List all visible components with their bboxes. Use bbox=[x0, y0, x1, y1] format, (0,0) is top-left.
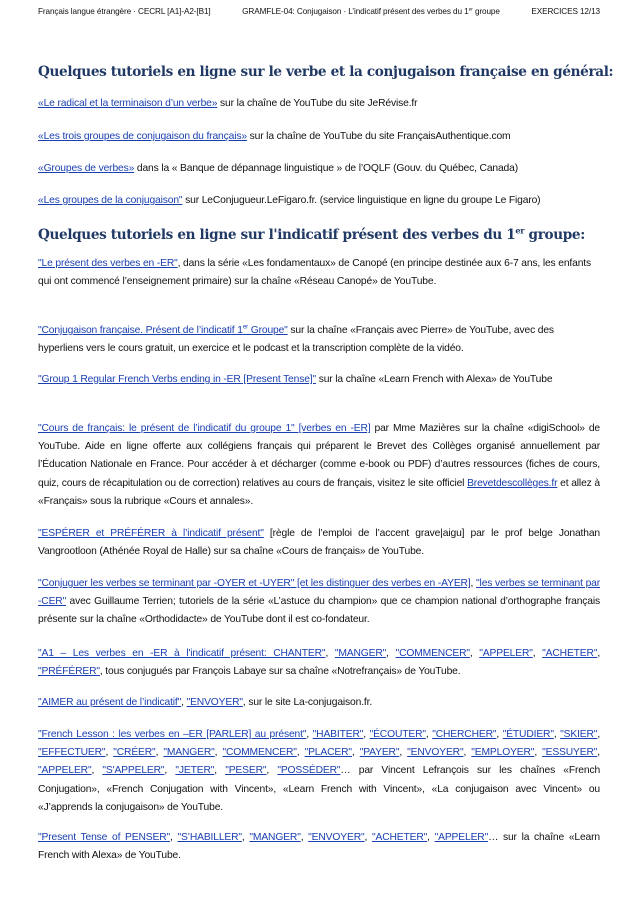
link-commencer[interactable]: "COMMENCER" bbox=[395, 648, 470, 659]
s2-paragraph-6: "Conjuguer les verbes se terminant par -OYER et -UYER" [et les distinguer des verbes en -AYER], "les verbes se terminant par -CER" avec Guillaume Terrien; tutoriels de la série «L’astuce du champion» que ce champion national d’orthographe français présente sur la chaîne «Orthodidacte» de YouTube dont il est co-fondateur. bbox=[38, 578, 600, 626]
link-french-lesson-parler[interactable]: "French Lesson : les verbes en –ER [PARLER] au présent" bbox=[38, 729, 307, 740]
link-placer[interactable]: "PLACER" bbox=[304, 747, 352, 759]
link-aimer-present[interactable]: "AIMER au présent de l’indicatif" bbox=[38, 697, 182, 708]
link-present-verbes-er[interactable]: "Le présent des verbes en -ER" bbox=[38, 258, 178, 269]
s2-paragraph-10: "Present Tense of PENSER", "S’HABILLER", "MANGER", "ENVOYER", "ACHETER", "APPELER"… sur la chaîne «Learn French with Alexa» de YouTube. bbox=[38, 832, 600, 862]
link-ecouter[interactable]: "ÉCOUTER" bbox=[369, 729, 426, 740]
link-manger[interactable]: "MANGER" bbox=[334, 648, 387, 659]
link-acheter[interactable]: "ACHETER" bbox=[542, 648, 598, 659]
link-jeter[interactable]: "JETER" bbox=[175, 765, 215, 777]
s2-paragraph-2: "Conjugaison française. Présent de l’indicatif 1er Groupe" sur la chaîne «Français avec Pierre» de YouTube, avec des hyperliens vers le cours gratuit, un exercice et le podcast et la transcription complète de la vidéo. bbox=[38, 323, 554, 355]
link-habiter[interactable]: "HABITER" bbox=[312, 729, 364, 740]
section2-title: Quelques tutoriels en ligne sur l'indicatif présent des verbes du 1er groupe: bbox=[38, 225, 585, 243]
link-chercher[interactable]: "CHERCHER" bbox=[432, 729, 497, 740]
link-acheter-2[interactable]: "ACHETER" bbox=[371, 832, 428, 843]
link-group1-regular[interactable]: "Group 1 Regular French Verbs ending in -ER [Present Tense]" bbox=[38, 374, 317, 385]
link-esperer-preferer[interactable]: "ESPÉRER et PRÉFÉRER à l’indicatif présent" bbox=[38, 528, 264, 539]
s1-item-3: «Groupes de verbes» dans la « Banque de dépannage linguistique » de l’OQLF (Gouv. du Québec, Canada) bbox=[38, 163, 518, 174]
link-s-appeler[interactable]: "S'APPELER" bbox=[102, 765, 165, 777]
link-envoyer[interactable]: "ENVOYER" bbox=[186, 697, 243, 708]
header-topic: GRAMFLE-04: Conjugaison · L’indicatif présent des verbes du 1er groupe bbox=[242, 7, 500, 16]
link-creer[interactable]: "CRÉER" bbox=[113, 747, 156, 759]
page-header bbox=[38, 7, 600, 16]
link-payer[interactable]: "PAYER" bbox=[359, 747, 400, 759]
link-radical-terminaison[interactable]: «Le radical et la terminaison d’un verbe» bbox=[38, 98, 218, 109]
link-effectuer[interactable]: "EFFECTUER" bbox=[38, 747, 106, 759]
link-skier[interactable]: "SKIER" bbox=[560, 729, 598, 740]
header-page-number: EXERCICES 12/13 bbox=[531, 7, 600, 16]
s1-item-1: «Le radical et la terminaison d’un verbe» sur la chaîne de YouTube du site JeRévise.fr bbox=[38, 98, 418, 109]
link-employer[interactable]: "EMPLOYER" bbox=[471, 747, 535, 759]
link-etudier[interactable]: "ÉTUDIER" bbox=[502, 729, 554, 740]
link-manger-3[interactable]: "MANGER" bbox=[249, 832, 301, 843]
link-posseder[interactable]: "POSSÉDER" bbox=[277, 765, 341, 777]
link-a1-chanter[interactable]: "A1 – Les verbes en -ER à l'indicatif présent: CHANTER" bbox=[38, 648, 326, 659]
link-groupes-de-verbes[interactable]: «Groupes de verbes» bbox=[38, 163, 135, 174]
s2-paragraph-7: "A1 – Les verbes en -ER à l'indicatif présent: CHANTER", "MANGER", "COMMENCER", "APPELER", "ACHETER", "PRÉFÉRER", tous conjugués par François Labaye sur sa chaîne «Notrefrançais» de YouTube. bbox=[38, 648, 601, 678]
link-envoyer-2[interactable]: "ENVOYER" bbox=[407, 747, 464, 759]
link-envoyer-3[interactable]: "ENVOYER" bbox=[308, 832, 365, 843]
s2-paragraph-1: "Le présent des verbes en -ER", dans la série «Les fondamentaux» de Canopé (en principe destinée aux 6-7 ans, les enfants qui ont commencé l’enseignement primaire) sur la chaîne «Réseau Canopé» de YouTube. bbox=[38, 258, 591, 288]
link-verbes-cer[interactable]: "les verbes se terminant par -CER" bbox=[38, 578, 600, 608]
link-conjugaison-francaise[interactable]: "Conjugaison française. Présent de l’indicatif 1er Groupe" bbox=[38, 323, 288, 336]
link-appeler[interactable]: "APPELER" bbox=[479, 648, 533, 659]
s2-paragraph-8: "AIMER au présent de l’indicatif", "ENVOYER", sur le site La-conjugaison.fr. bbox=[38, 697, 373, 708]
link-commencer-2[interactable]: "COMMENCER" bbox=[222, 747, 297, 759]
link-groupes-conjugaison[interactable]: «Les groupes de la conjugaison" bbox=[38, 195, 183, 206]
header-course: Français langue étrangère · CECRL [A1]-A2-[B1] bbox=[38, 7, 211, 16]
link-appeler-3[interactable]: "APPELER" bbox=[434, 832, 489, 843]
s1-item-2: «Les trois groupes de conjugaison du français» sur la chaîne de YouTube du site FrançaisAuthentique.com bbox=[38, 131, 511, 142]
link-trois-groupes[interactable]: «Les trois groupes de conjugaison du français» bbox=[38, 131, 247, 142]
s2-paragraph-4: "Cours de français: le présent de l’indicatif du groupe 1" [verbes en -ER] par Mme Mazières sur la chaîne «digiSchool» de YouTube. Aide en ligne offerte aux collégiens français qui préparent le Brevet des Collèges organisé annuellement par l’Éducation Nationale en France. Pour accéder à et décharger (comme e-book ou PDF) d’autres ressources (fiches de cours, quiz, cours de récapitulation ou de correction) relatives au cours de français, visitez le site officiel Brevetdescollèges.fr et allez à «Français» sous la rubrique «Cours et annales». bbox=[38, 423, 601, 507]
link-peser[interactable]: "PESER" bbox=[225, 765, 267, 777]
s2-paragraph-3: "Group 1 Regular French Verbs ending in -ER [Present Tense]" sur la chaîne «Learn French with Alexa» de YouTube bbox=[38, 374, 553, 385]
link-present-penser[interactable]: "Present Tense of PENSER" bbox=[38, 832, 170, 843]
section1-title: Quelques tutoriels en ligne sur le verbe et la conjugaison française en général: bbox=[38, 64, 614, 80]
link-brevet-colleges[interactable]: Brevetdescollèges.fr bbox=[467, 477, 558, 489]
link-manger-2[interactable]: "MANGER" bbox=[163, 747, 215, 759]
link-preferer[interactable]: "PRÉFÉRER" bbox=[38, 666, 100, 678]
s2-paragraph-9: "French Lesson : les verbes en –ER [PARLER] au présent", "HABITER", "ÉCOUTER", "CHERCHER", "ÉTUDIER", "SKIER", "EFFECTUER", "CRÉER", "MANGER", "COMMENCER", "PLACER", "PAYER", "ENVOYER", "EMPLOYER", "ESSUYER", "APPELER", "S'APPELER", "JETER", "PESER", "POSSÉDER"… par Vincent Lefrançois sur les chaînes «French Conjugation», «French Conjugation with Vincent», «Learn French with Vincent», «La conjugaison avec Vincent» ou «J’apprends la conjugaison» de YouTube. bbox=[38, 729, 601, 813]
link-essuyer[interactable]: "ESSUYER" bbox=[542, 747, 598, 759]
link-appeler-2[interactable]: "APPELER" bbox=[38, 765, 92, 777]
link-oyer-uyer[interactable]: "Conjuguer les verbes se terminant par -OYER et -UYER" [et les distinguer des verbes en -AYER] bbox=[38, 578, 471, 589]
s2-paragraph-5: "ESPÉRER et PRÉFÉRER à l’indicatif présent" [règle de l’emploi de l’accent grave|aigu] par le prof belge Jonathan Vangrootloon (Athénée Royal de Halle) sur sa chaîne «Cours de français» de YouTube. bbox=[38, 528, 601, 558]
s1-item-4: «Les groupes de la conjugaison" sur LeConjugueur.LeFigaro.fr. (service linguistique en ligne du groupe Le Figaro) bbox=[38, 195, 541, 206]
link-s-habiller[interactable]: "S’HABILLER" bbox=[177, 832, 242, 843]
link-cours-present-groupe1[interactable]: "Cours de français: le présent de l’indicatif du groupe 1" [verbes en -ER] bbox=[38, 423, 371, 434]
